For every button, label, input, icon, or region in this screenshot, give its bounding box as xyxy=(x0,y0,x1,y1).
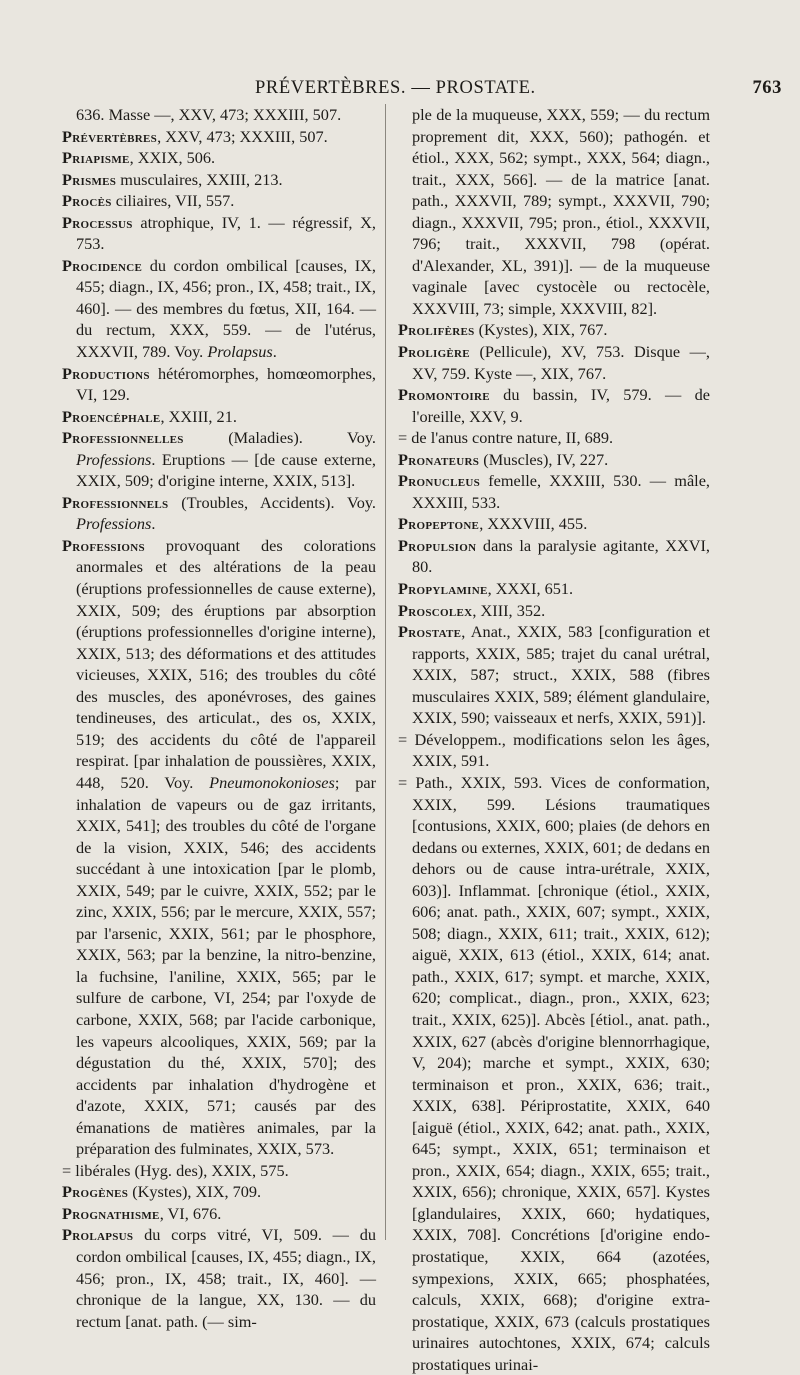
entry-text: ple de la muqueuse, XXX, 559; — du rectum proprement dit, XXX, 560); pathogén. et étiol., XXX, 562; sympt., XXX, 564; diagn., trait., XXX, 566]. — de la matrice [anat. path., XXXVII, 789; sympt., XXXVII, 790; diagn., XXXVII, 795; pron., étiol., XXXVII, 796; trait., XXXVII, 798 (opérat. d'Alexander, XL, 391)]. — de la muqueuse vaginale [avec cystocèle ou rectocèle, XXXVIII, 73; simple, XXXVIII, 82]. xyxy=(412,105,710,318)
entry-text: du bassin, IV, 579. — de l'oreille, XXV, 9. xyxy=(412,385,710,426)
entry-cross-reference: Professions xyxy=(76,449,152,469)
entry-text: , VI, 676. xyxy=(159,1203,222,1223)
index-entry xyxy=(62,126,376,148)
entry-text: , XXXI, 651. xyxy=(487,579,574,599)
entry-headword: Proscolex xyxy=(398,600,473,620)
index-entry xyxy=(62,1203,376,1225)
index-entry xyxy=(62,492,376,535)
entry-text: du corps vitré, VI, 509. — du cordon ombilical [causes, IX, 455; diagn., IX, 456; pron., IX, 458; trait., IX, 460]. — chronique de la langue, XX, 130. — du rectum [anat. path. (— sim- xyxy=(76,1225,376,1331)
index-entry xyxy=(62,535,376,1160)
entry-text: (Maladies). Voy. xyxy=(183,428,376,448)
entry-headword: Professions xyxy=(62,535,145,555)
entry-text: = Développem., modifications selon les âges, XXIX, 591. xyxy=(398,729,710,771)
entry-headword: Pronateurs xyxy=(398,449,480,469)
entry-headword: Propulsion xyxy=(398,535,477,555)
index-entry xyxy=(62,406,376,428)
entry-headword: Professionnelles xyxy=(62,428,184,448)
index-entry xyxy=(398,341,710,384)
index-entry xyxy=(62,1160,376,1182)
index-entry xyxy=(398,104,710,319)
index-entry xyxy=(398,427,710,449)
right-column xyxy=(398,104,710,1375)
entry-headword: Prolifères xyxy=(398,320,475,340)
entry-text-after: ; par inhalation de vapeurs ou de gaz irritants, XXIX, 541]; des troubles du côté de l'organe de la vision, XXIX, 546; des accidents succédant à une intoxication [par le plomb, XXIX, 549; par le cuivre, XXIX, 552; par le zinc, XXIX, 556; par le mercure, XXIX, 557; par l'arsenic, XXIX, 561; par le phosphore, XXIX, 563; par la benzine, la nitro-benzine, la fuchsine, l'aniline, XXIX, 565; par le sulfure de carbone, VI, 254; par l'oxyde de carbone, XXIX, 568; par l'acide carbonique, les vapeurs alcooliques, XXIX, 569; par la dégustation du thé, XXIX, 570]; des accidents par inhalation d'hydrogène et d'azote, XXIX, 571; causés par des émanations de matières animales, par la préparation des fulminates, XXIX, 573. xyxy=(76,772,376,1159)
running-title: PRÉVERTÈBRES. — PROSTATE. xyxy=(255,78,536,98)
entry-text: = de l'anus contre nature, II, 689. xyxy=(398,428,614,448)
entry-text-after: . Eruptions — [de cause externe, XXIX, 509; d'origine interne, XXIX, 513]. xyxy=(76,449,376,491)
entry-text: provoquant des colorations anormales et des altérations de la peau (éruptions professionnelles de cause externe), XXIX, 509; des éruptions par absorption (éruptions professionnelles d'origine interne), XXIX, 513; des déformations et des attitudes vicieuses, XXIX, 516; des troubles du côté des muscles, des aponévroses, des gaines tendineuses, des articulat., des os, XXIX, 519; des accidents du côté de l'appareil respirat. [par inhalation de poussières, XXIX, 448, 520. Voy. xyxy=(76,535,376,792)
index-entry xyxy=(398,621,710,729)
entry-text: 636. Masse —, XXV, 473; XXXIII, 507. xyxy=(76,105,342,124)
index-entry xyxy=(62,212,376,255)
entry-text: (Troubles, Accidents). Voy. xyxy=(168,492,376,512)
entry-text: , Anat., XXIX, 583 [configuration et rapports, XXIX, 585; trajet du canal urétral, XXIX, 587; struct., XXIX, 588 (fibres musculaires XXIX, 589; élément glandulaire, XXIX, 590; vaisseaux et nerfs, XXIX, 591)]. xyxy=(412,622,710,728)
entry-text: , XXV, 473; XXXIII, 507. xyxy=(157,126,328,146)
entry-text: , XXXVIII, 455. xyxy=(479,514,588,534)
entry-headword: Proligère xyxy=(398,342,470,362)
entry-text: (Pellicule), XV, 753. Disque —, XV, 759. Kyste —, XIX, 767. xyxy=(412,342,710,383)
entry-headword: Prévertèbres xyxy=(62,126,158,146)
entry-text: du cordon ombilical [causes, IX, 455; diagn., IX, 456; pron., IX, 458; trait., IX, 460]. — des membres du fœtus, XII, 164. — du rectum, XXX, 559. — de l'utérus, XXXVII, 789. Voy. xyxy=(76,255,376,362)
entry-headword: Prognathisme xyxy=(62,1203,160,1223)
index-entry xyxy=(398,578,710,600)
index-entry xyxy=(62,255,376,363)
index-entry xyxy=(62,1181,376,1203)
entry-headword: Prolapsus xyxy=(62,1225,134,1245)
entry-text: (Muscles), IV, 227. xyxy=(479,449,609,469)
entry-text-after: . xyxy=(151,514,156,534)
entry-headword: Prostate xyxy=(398,622,462,642)
entry-text: , XXIII, 21. xyxy=(160,406,237,426)
index-entry xyxy=(62,190,376,212)
entry-text: , XIII, 352. xyxy=(472,600,546,620)
left-column xyxy=(62,104,376,1332)
entry-text: hétéromorphes, homœomorphes, VI, 129. xyxy=(76,363,376,405)
index-entry xyxy=(398,600,710,622)
page-number: 763 xyxy=(752,78,782,98)
entry-text: , XXIX, 506. xyxy=(129,148,216,168)
index-entry xyxy=(398,470,710,513)
entry-headword: Propeptone xyxy=(398,514,480,534)
column-divider xyxy=(385,104,386,1240)
entry-text: ciliaires, VII, 557. xyxy=(111,191,235,211)
entry-text-after: . xyxy=(272,342,277,362)
index-entry xyxy=(398,513,710,535)
entry-cross-reference: Prolapsus xyxy=(207,342,273,362)
index-entry xyxy=(62,427,376,492)
entry-headword: Processus xyxy=(62,212,133,232)
entry-text: dans la paralysie agitante, XXVI, 80. xyxy=(412,535,710,577)
entry-cross-reference: Pneumonokonioses xyxy=(209,772,335,792)
entry-headword: Progènes xyxy=(62,1182,129,1202)
entry-headword: Proencéphale xyxy=(62,406,161,426)
entry-headword: Pronucleus xyxy=(398,471,481,491)
index-entry xyxy=(62,363,376,406)
entry-cross-reference: Professions xyxy=(76,514,152,534)
index-entry xyxy=(398,535,710,578)
index-entry xyxy=(62,169,376,191)
entry-text: musculaires, XXIII, 213. xyxy=(116,169,283,189)
running-header xyxy=(60,78,782,102)
entry-headword: Prismes xyxy=(62,169,117,189)
index-entry xyxy=(398,772,710,1375)
entry-text: femelle, XXXIII, 530. — mâle, XXXIII, 533. xyxy=(412,471,710,512)
index-entry xyxy=(398,319,710,341)
entry-text: = Path., XXIX, 593. Vices de conformation, XXIX, 599. Lésions traumatiques [contusions, XXIX, 600; plaies (de dehors en dedans ou externes, XXIX, 601; de dedans en dehors ou de cause intra-urétrale, XXIX, 603)]. Inflammat. [chronique (étiol., XXIX, 606; anat. path., XXIX, 607; sympt., XXIX, 508; diagn., XXIX, 611; trait., XXIX, 612); aiguë, XXIX, 613 (étiol., XXIX, 614; anat. path., XXIX, 617; sympt. et marche, XXIX, 620; complicat., diagn., pron., XXIX, 623; trait., XXIX, 625)]. Abcès [étiol., anat. path., XXIX, 627 (abcès d'origine blennorrhagique, V, 204); marche et sympt., XXIX, 630; terminaison et pron., XXIX, 636; trait., XXIX, 638]. Périprostatite, XXIX, 640 [aiguë (étiol., XXIX, 642; anat. path., XXIX, 645; sympt., XXIX, 651; terminaison et pron., XXIX, 654; diagn., XXIX, 655; trait., XXIX, 656); chronique, XXIX, 657]. Kystes [glandulaires, XXIX, 660; hydatiques, XXIX, 708]. Concrétions [d'origine endo-prostatique, XXIX, 664 (azotées, sympexions, XXIX, 665; phosphatées, calculs, XXIX, 668); d'origine extra-prostatique, XXIX, 673 (calculs prostatiques urinaires autochtones, XXIX, 674; calculs prostatiques urinai- xyxy=(398,772,710,1374)
entry-headword: Productions xyxy=(62,363,150,383)
entry-text: (Kystes), XIX, 767. xyxy=(474,320,608,340)
entry-headword: Propylamine xyxy=(398,579,488,599)
index-entry xyxy=(62,104,376,126)
index-entry xyxy=(62,147,376,169)
entry-text: = libérales (Hyg. des), XXIX, 575. xyxy=(62,1160,289,1180)
index-entry xyxy=(62,1224,376,1332)
entry-text: atrophique, IV, 1. — régressif, X, 753. xyxy=(76,212,376,254)
index-entry xyxy=(398,384,710,427)
entry-headword: Promontoire xyxy=(398,385,490,405)
entry-headword: Priapisme xyxy=(62,148,130,168)
index-entry xyxy=(398,729,710,772)
entry-headword: Professionnels xyxy=(62,492,169,512)
entry-headword: Procidence xyxy=(62,255,143,275)
entry-headword: Procès xyxy=(62,191,112,211)
index-entry xyxy=(398,449,710,471)
entry-text: (Kystes), XIX, 709. xyxy=(128,1182,262,1202)
